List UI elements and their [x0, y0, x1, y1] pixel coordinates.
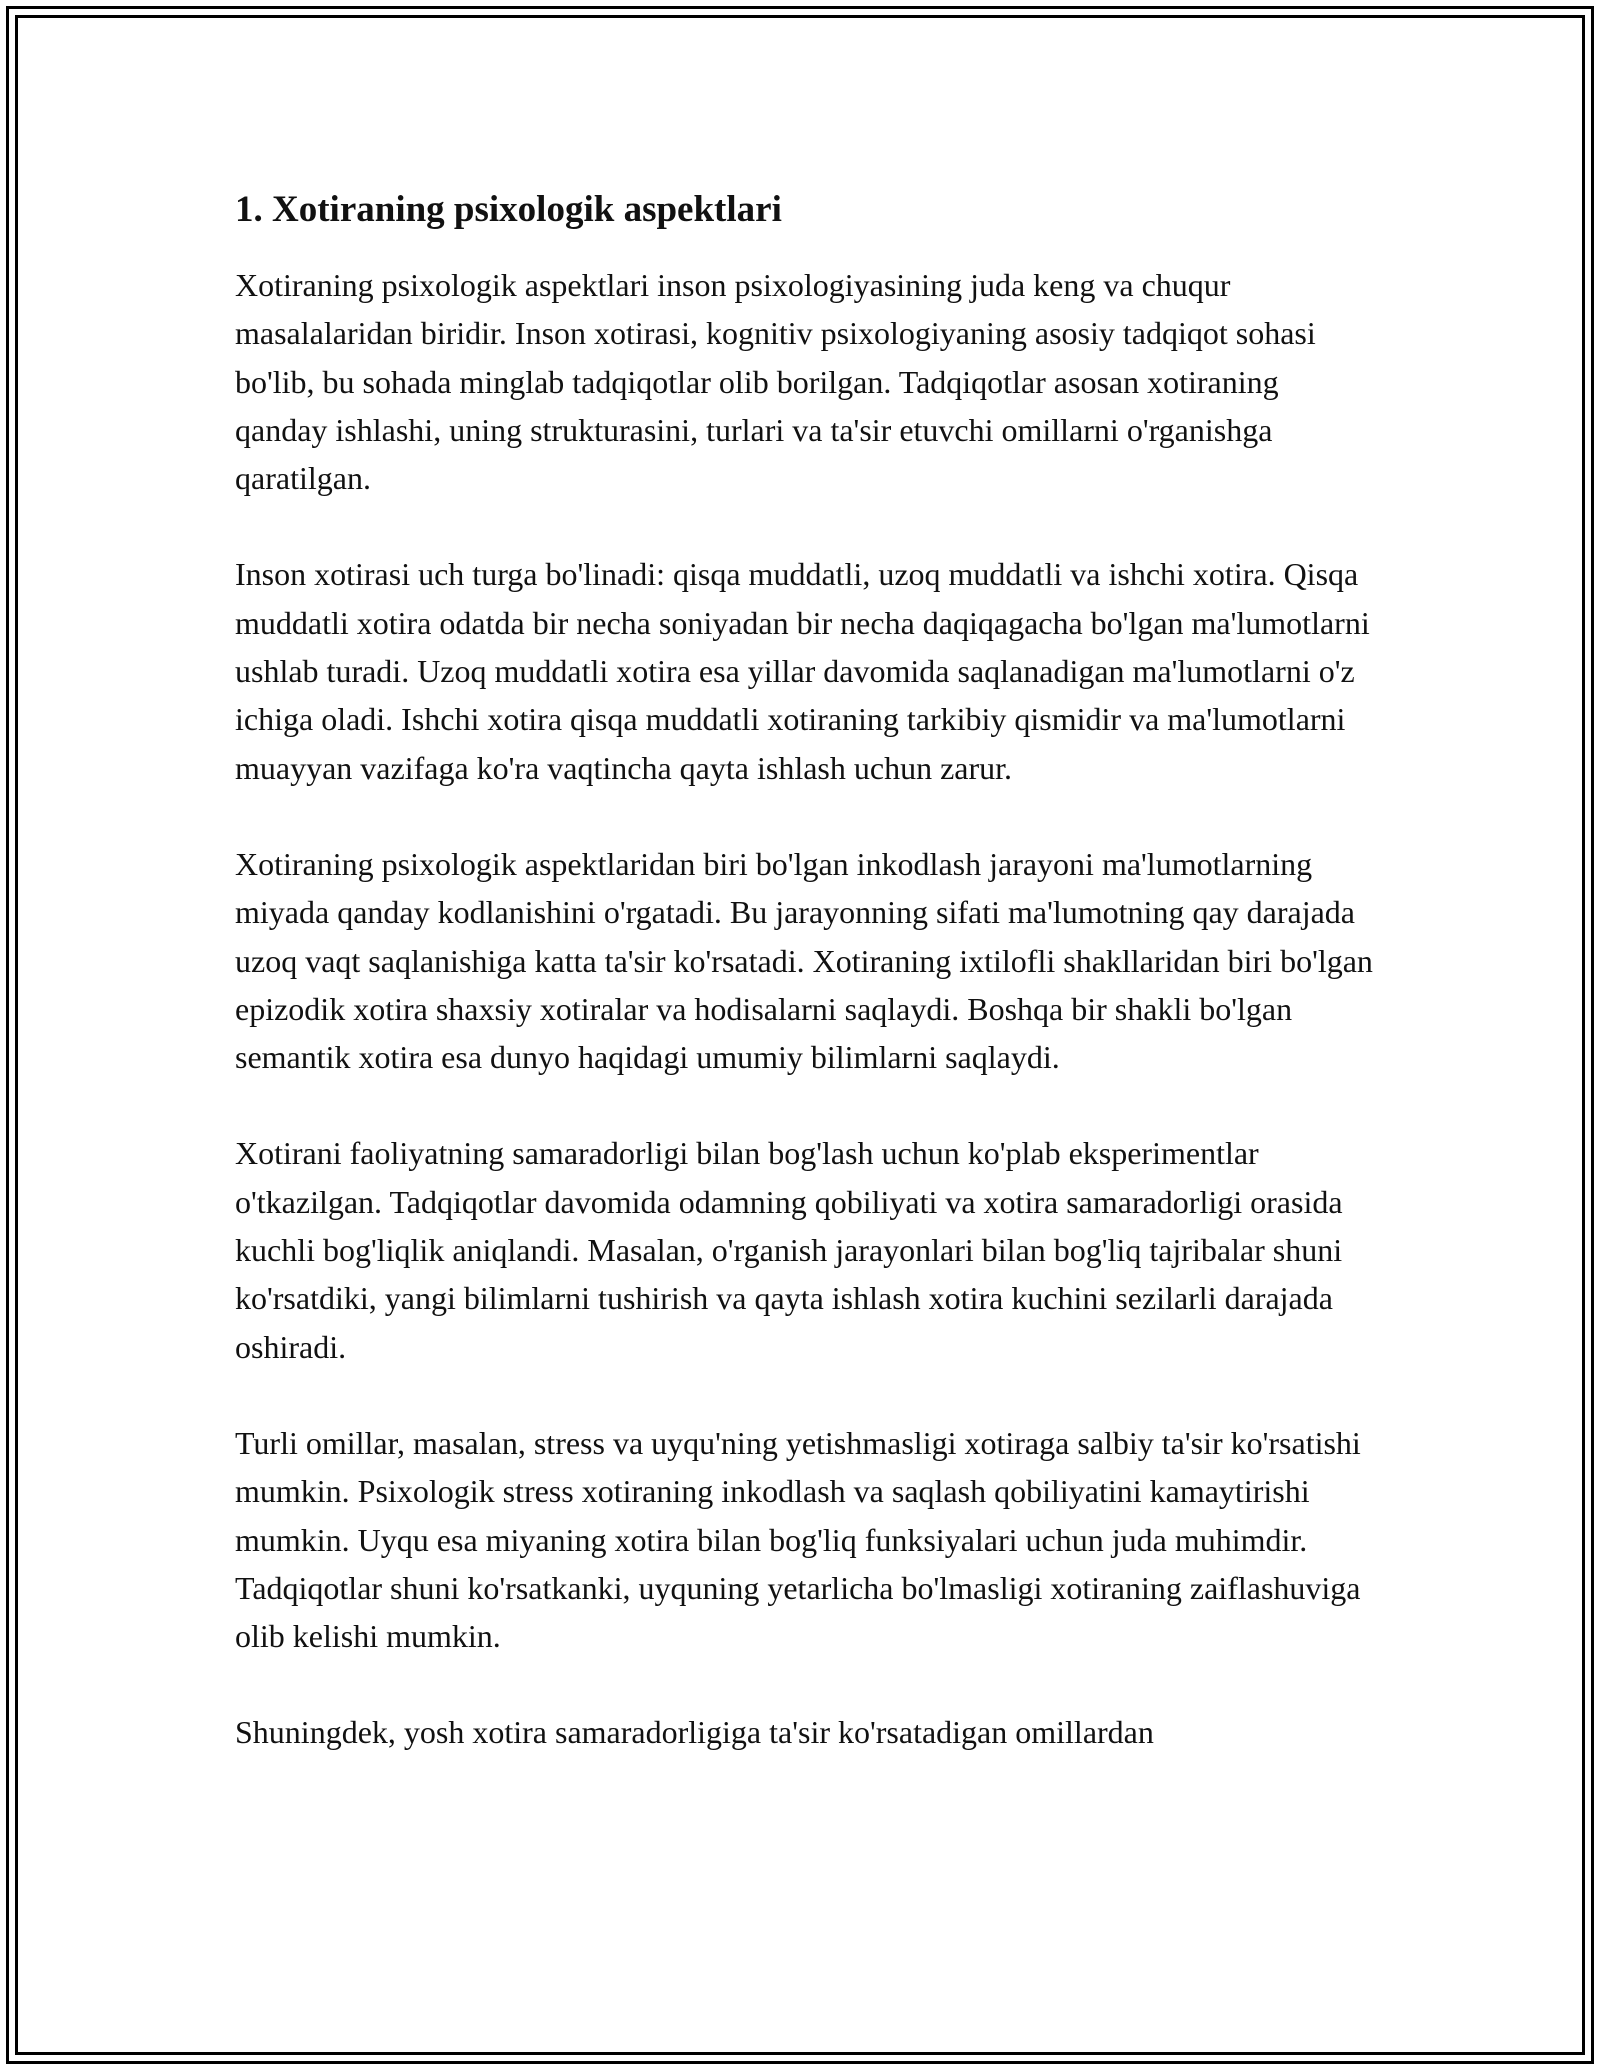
paragraph-1: Xotiraning psixologik aspektlari inson psixologiyasining juda keng va chuqur masalalaridan biridir. Inson xotirasi, kognitiv psixologiyaning asosiy tadqiqot sohasi bo'lib, bu sohada minglab tadqiqotlar olib borilgan. Tadqiqotlar asosan xotiraning qanday ishlashi, uning strukturasini, turlari va ta'sir etuvchi omillarni o'rganishga qaratilgan.: [235, 267, 1316, 497]
document-body: [235, 185, 1375, 1805]
paragraph-4: Xotirani faoliyatning samaradorligi bilan bog'lash uchun ko'plab eksperimentlar o'tkazilgan. Tadqiqotlar davomida odamning qobiliyati va xotira samaradorligi orasida kuchli bog'liqlik aniqlandi. Masalan, o'rganish jarayonlari bilan bog'liq tajribalar shuni ko'rsatdiki, yangi bilimlarni tushirish va qayta ishlash xotira kuchini sezilarli darajada oshiradi.: [235, 1135, 1343, 1365]
paragraph-3: Xotiraning psixologik aspektlaridan biri bo'lgan inkodlash jarayoni ma'lumotlarning miyada qanday kodlanishini o'rgatadi. Bu jarayonning sifati ma'lumotning qay darajada uzoq vaqt saqlanishiga katta ta'sir ko'rsatadi. Xotiraning ixtilofli shakllaridan biri bo'lgan epizodik xotira shaxsiy xotiralar va hodisalarni saqlaydi. Boshqa bir shakli bo'lgan semantik xotira esa dunyo haqidagi umumiy bilimlarni saqlaydi.: [235, 845, 1373, 1076]
paragraph-5: Turli omillar, masalan, stress va uyqu'ning yetishmasligi xotiraga salbiy ta'sir ko'rsatishi mumkin. Psixologik stress xotiraning inkodlash va saqlash qobiliyatini kamaytirishi mumkin. Uyqu esa miyaning xotira bilan bog'liq funksiyalari uchun juda muhimdir. Tadqiqotlar shuni ko'rsatkanki, uyquning yetarlicha bo'lmasligi xotiraning zaiflashuviga olib kelishi mumkin.: [235, 1424, 1361, 1655]
paragraph-2: Inson xotirasi uch turga bo'linadi: qisqa muddatli, uzoq muddatli va ishchi xotira. Qisqa muddatli xotira odatda bir necha soniyadan bir necha daqiqagacha bo'lgan ma'lumotlarni ushlab turadi. Uzoq muddatli xotira esa yillar davomida saqlanadigan ma'lumotlarni o'z ichiga oladi. Ishchi xotira qisqa muddatli xotiraning tarkibiy qismidir va ma'lumotlarni muayyan vazifaga ko'ra vaqtincha qayta ishlash uchun zarur.: [235, 556, 1370, 786]
section-heading: 1. Xotiraning psixologik aspektlari: [235, 189, 782, 230]
paragraph-6: Shuningdek, yosh xotira samaradorligiga ta'sir ko'rsatadigan omillardan: [235, 1714, 1154, 1751]
